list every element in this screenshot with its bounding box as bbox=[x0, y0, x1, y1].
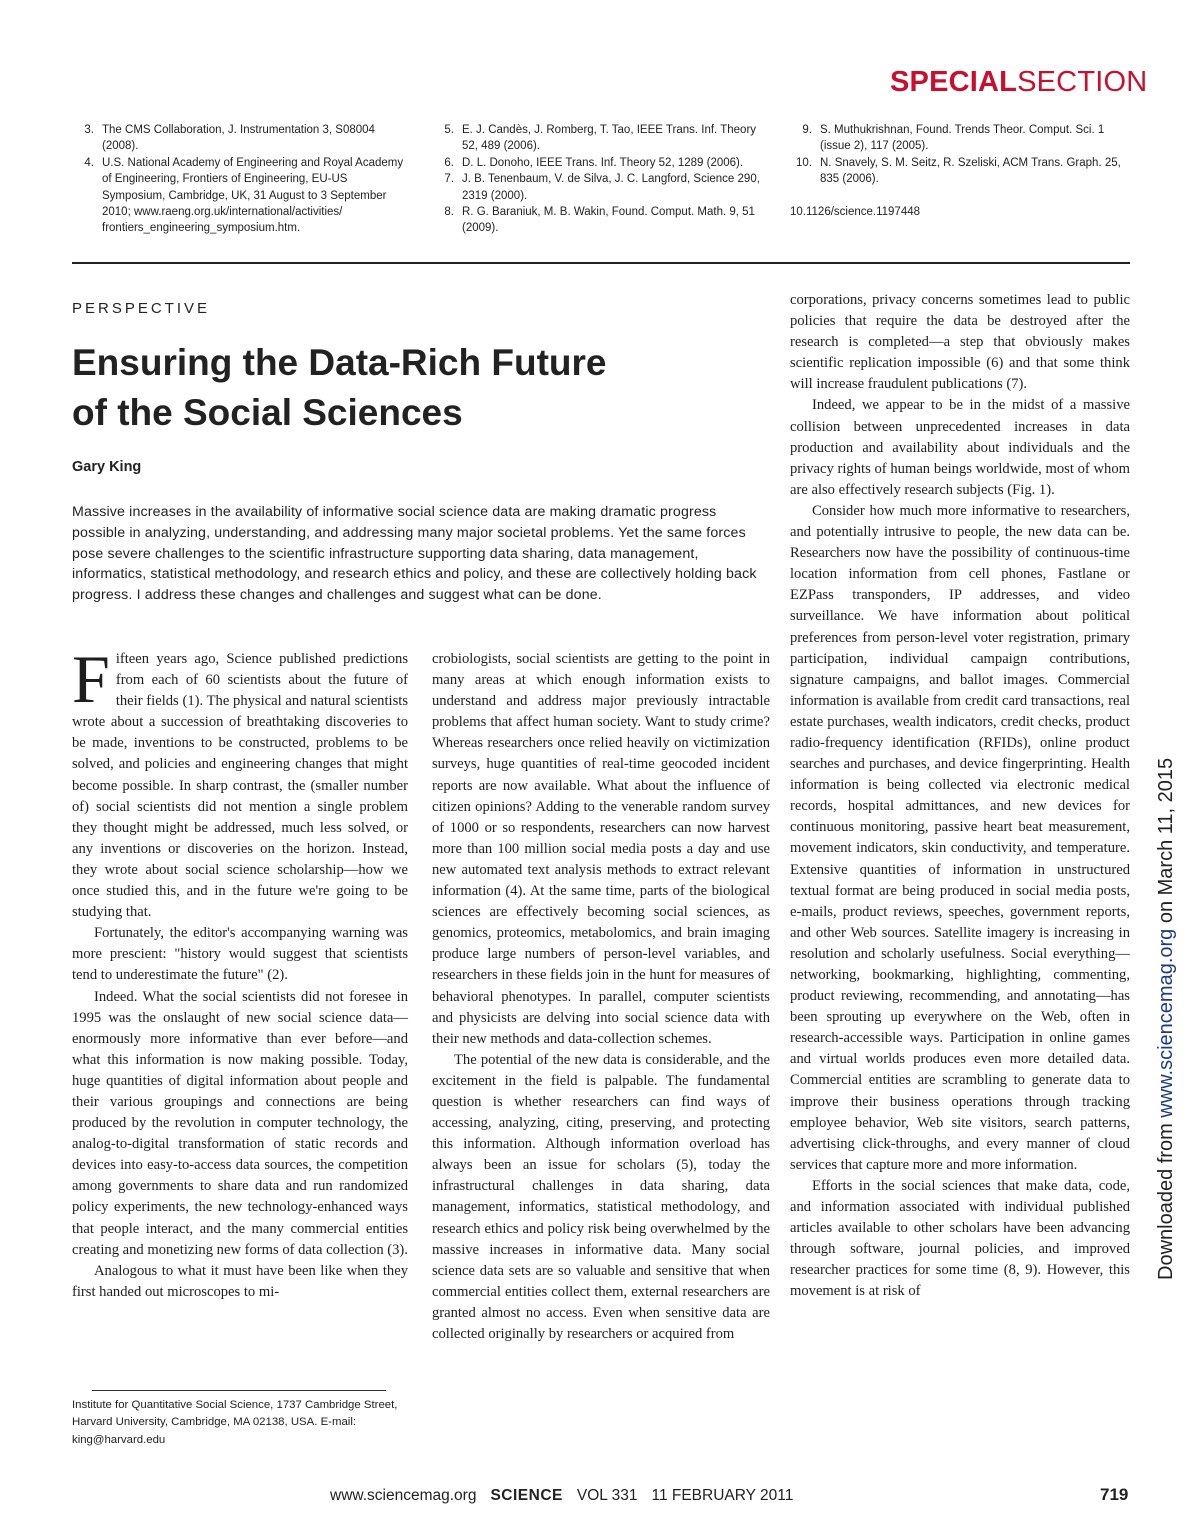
reference-item: 5. E. J. Candès, J. Romberg, T. Tao, IEEE Trans. Inf. Theory 52, 489 (2006). bbox=[444, 124, 757, 153]
reference-item: 6. D. L. Donoho, IEEE Trans. Inf. Theory 52, 1289 (2006). bbox=[444, 156, 744, 169]
drop-cap: F bbox=[72, 641, 110, 717]
body-column-2 bbox=[432, 649, 770, 1345]
reference-item: 9. S. Muthukrishnan, Found. Trends Theor. Comput. Sci. 1 (issue 2), 117 (2005). bbox=[802, 124, 1105, 153]
article-kicker: PERSPECTIVE bbox=[72, 300, 211, 317]
paragraph: Analogous to what it must have been like when they first handed out microscopes to mi- bbox=[72, 1262, 408, 1300]
reference-item: 7. J. B. Tenenbaum, V. de Silva, J. C. Langford, Science 290, 2319 (2000). bbox=[444, 173, 760, 202]
paragraph: Indeed, we appear to be in the midst of a massive collision between unprecedented increases in data production and availability about individuals and the privacy rights of human beings worldwide, most of whom are also effectively research subjects (Fig. 1). bbox=[790, 397, 1130, 498]
affiliation-rule bbox=[92, 1390, 386, 1391]
footer-volume: VOL 331 bbox=[576, 1487, 638, 1504]
special-section-label bbox=[890, 66, 1148, 99]
download-note: Downloaded from www.sciencemag.org on March 11, 2015 bbox=[1155, 757, 1177, 1280]
page-footer bbox=[330, 1487, 793, 1505]
author-name: Gary King bbox=[72, 459, 142, 475]
download-link[interactable]: www.sciencemag.org bbox=[1155, 928, 1177, 1118]
reference-item: 8. R. G. Baraniuk, M. B. Wakin, Found. Comput. Math. 9, 51 (2009). bbox=[444, 206, 755, 235]
references-col-3 bbox=[790, 122, 1132, 220]
abstract: Massive increases in the availability of informative social science data are making dramatic progress possible in analyzing, understanding, and addressing many major societal problems. Yet the same forces pose severe challenges to the scientific infrastructure supporting data sharing, data management, informatics, statistical methodology, and research ethics and policy, and these are collectively holding back progress. I address these changes and challenges and suggest what can be done. bbox=[72, 504, 757, 604]
reference-item: 10. N. Snavely, S. M. Seitz, R. Szeliski, ACM Trans. Graph. 25, 835 (2006). bbox=[796, 156, 1121, 186]
paragraph: corporations, privacy concerns sometimes lead to public policies that require the data be destroyed after the research is completed—a step that obviously makes scientific replication impossible (6) and that some think will increase fraudulent publications (7). bbox=[790, 292, 1130, 393]
reference-item: 3. The CMS Collaboration, J. Instrumentation 3, S08004 (2008). bbox=[84, 124, 375, 153]
title-line-2: of the Social Sciences bbox=[72, 392, 463, 433]
section-word: SECTION bbox=[1017, 66, 1148, 98]
footer-url[interactable]: www.sciencemag.org bbox=[330, 1487, 477, 1504]
references-col-2 bbox=[432, 122, 770, 237]
title-line-1: Ensuring the Data-Rich Future bbox=[72, 342, 607, 383]
reference-item: 4. U.S. National Academy of Engineering and Royal Academy of Engineering, Frontiers of Engineering, EU-US Symposium, Cambridge, UK, 31 August to 3 September 2010; www.raeng.org.uk/international/activities/ frontiers_engineering_symposium.htm. bbox=[84, 156, 404, 235]
footer-journal: SCIENCE bbox=[490, 1487, 563, 1504]
paragraph: Fifteen years ago, Science published predictions from each of 60 scientists about the future of their fields (1). The physical and natural scientists wrote about a succession of breathtaking discoveries to be made, inventions to be constructed, problems to be solved, and policies and engineering changes that might become possible. In sharp contrast, the (smaller number of) social scientists did not mention a single problem they thought might be addressed, much less solved, or any inventions or discoveries on the horizon. Instead, they wrote about social science scholarship—how we once studied this, and in the future we're going to be studying that. bbox=[72, 641, 408, 921]
special-word: SPECIAL bbox=[890, 66, 1018, 98]
doi-link[interactable]: 10.1126/science.1197448 bbox=[790, 205, 921, 218]
footer-date: 11 FEBRUARY 2011 bbox=[651, 1487, 794, 1504]
references-col-1 bbox=[72, 122, 407, 237]
paragraph: Fortunately, the editor's accompanying warning was more prescient: "history would suggest that scientists tend to underestimate the future" (2). bbox=[72, 925, 408, 984]
paragraph: Consider how much more informative to researchers, and potentially intrusive to people, the new data can be. Researchers now have the possibility of continuous-time location information from cell phones, Fastlane or EZPass transponders, IP addresses, and video surveillance. We have information about political preferences from person-level voter registration, primary participation, individual campaign contributions, signature campaigns, and ballot images. Commercial information is available from credit card transactions, real estate purchases, wealth indicators, credit checks, product radio-frequency identification (RFIDs), online product searches and purchases, and device fingerprinting. Health information is being collected via electronic medical records, hospital admittances, and new devices for continuous monitoring, passive heart beat measurement, movement indicators, skin conductivity, and temperature. Extensive quantities of information in unstructured textual format are being produced in social media posts, e-mails, product reviews, speeches, government reports, and other Web sources. Satellite imagery is increasing in resolution and scholarly usefulness. Social everything—networking, bookmarking, highlighting, commenting, product reviewing, recommending, and annotating—has been sprouting up everywhere on the Web, often in research-accessible ways. Participation in online games and virtual worlds produces even more detailed data. Commercial entities are scrambling to generate data to improve their business operations through tracking employee behavior, Web site visitors, search patterns, advertising click-throughs, and every manner of cloud services that capture more and more information. bbox=[790, 502, 1130, 1173]
header-rule bbox=[72, 262, 1130, 264]
paragraph: crobiologists, social scientists are getting to the point in many areas at which enough information exists to understand and address major previously intractable problems that affect human society. Want to study crime? Whereas researchers once relied heavily on victimization surveys, huge quantities of real-time geocoded incident reports are now available. What about the influence of citizen opinions? Adding to the venerable random survey of 1000 or so respondents, researchers can now harvest more than 100 million social media posts a day and use new automated text analysis methods to extract relevant information (4). At the same time, parts of the biological sciences are effectively becoming social sciences, as genomics, proteomics, metabolomics, and brain imaging produce large numbers of person-level variables, and researchers in these fields join in the hunt for measures of behavioral phenotypes. In parallel, computer scientists and physicists are delving into social science data with their new methods and data-collection schemes. bbox=[432, 651, 770, 1047]
paragraph: Indeed. What the social scientists did not foresee in 1995 was the onslaught of new social science data—enormously more informative than ever before—and what this information is now making possible. Today, huge quantities of digital information about people and their various groupings and connections are being produced by the revolution in computer technology, the analog-to-digital transformation of static records and devices into easy-to-access data sources, the competition among governments to share data and run randomized policy experiments, the new technology-enhanced ways that people interact, and the many commercial entities creating and monetizing new forms of data collection (3). bbox=[72, 988, 408, 1258]
article-title bbox=[72, 338, 712, 438]
body-column-3 bbox=[790, 290, 1130, 1303]
body-column-1 bbox=[72, 641, 408, 1303]
author-affiliation: Institute for Quantitative Social Science, 1737 Cambridge Street, Harvard University, Cambridge, MA 02138, USA. E-mail: king@harvard.edu bbox=[72, 1399, 398, 1446]
paragraph: The potential of the new data is considerable, and the excitement in the field is palpable. The fundamental question is whether researchers can find ways of accessing, analyzing, citing, preserving, and protecting this information. Although information overload has always been an issue for scholars (5), today the infrastructural challenges in data sharing, data management, informatics, statistical methodology, and research ethics and policy risk being overwhelmed by the massive increases in informative data. Many social science data sets are so valuable and sensitive that when commercial entities collect them, external researchers are granted almost no access. Even when sensitive data are collected originally by researchers or acquired from bbox=[432, 1051, 770, 1342]
paragraph: Efforts in the social sciences that make data, code, and information associated with individual published articles available to other scholars have been advancing through software, journal policies, and improved researcher practices for some time (8, 9). However, this movement is at risk of bbox=[790, 1177, 1130, 1300]
page-number: 719 bbox=[1100, 1485, 1129, 1504]
